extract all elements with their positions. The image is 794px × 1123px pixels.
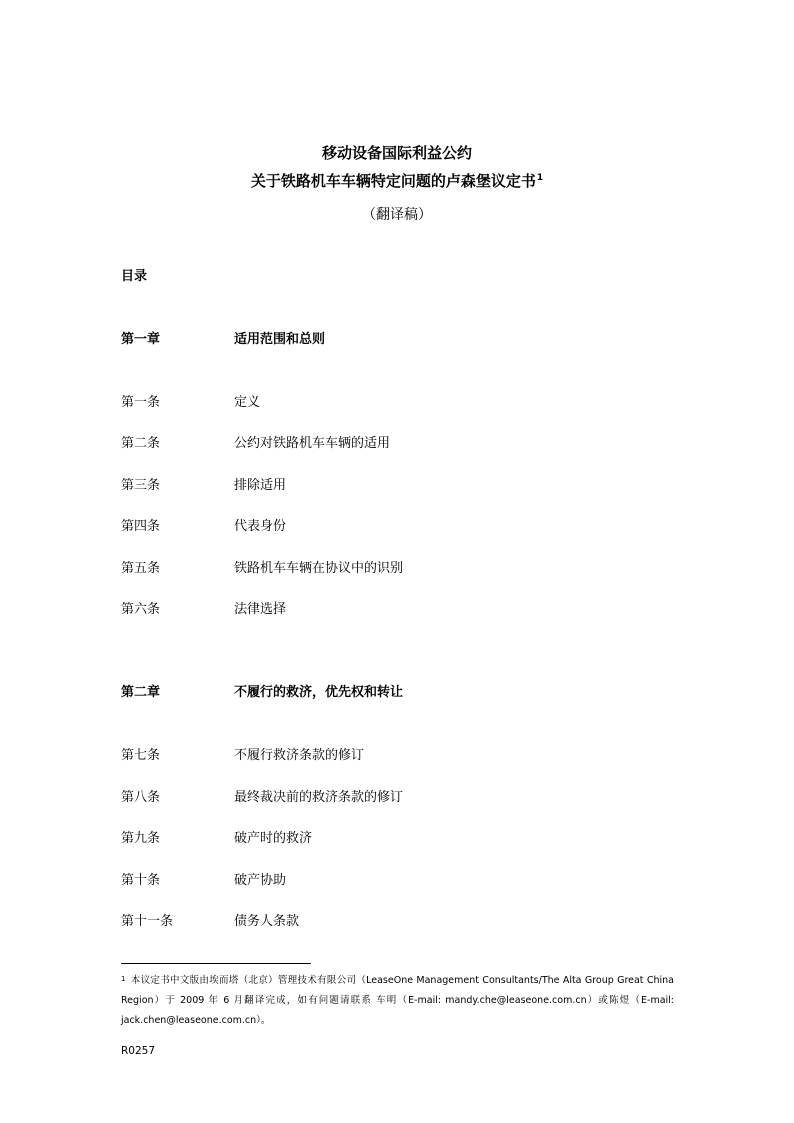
article-number: 第十条	[121, 873, 161, 888]
article-title: 排除适用	[234, 478, 287, 493]
article-title: 不履行救济条款的修订	[234, 748, 365, 763]
footnote	[121, 971, 674, 1031]
chapter-title: 适用范围和总则	[234, 332, 326, 347]
footnote-marker: 1	[121, 975, 126, 983]
chapter-number: 第一章	[121, 332, 161, 347]
footnote-text: 本议定书中文版由埃而塔（北京）管理技术有限公司（LeaseOne Management Consultants/The Alta Group Great China Region）于 2009 年 6 月翻译完成，如有问题请联系 车明（E-mail: mandy.che@leaseone.com.cn）或陈煜（E-mail: jack.chen@leaseone.com.cn）。	[121, 975, 674, 1026]
article-number: 第六条	[121, 602, 161, 617]
article-number: 第五条	[121, 561, 161, 576]
chapter-title: 不履行的救济，优先权和转让	[234, 685, 404, 700]
toc-heading: 目录	[121, 269, 148, 284]
article-title: 定义	[234, 395, 261, 410]
article-title: 公约对铁路机车车辆的适用	[234, 436, 391, 451]
document-reference-code: R0257	[121, 1045, 156, 1057]
article-title: 最终裁决前的救济条款的修订	[234, 790, 404, 805]
title-footnote-marker[interactable]: 1	[536, 173, 544, 183]
article-title: 代表身份	[234, 519, 287, 534]
article-title: 破产时的救济	[234, 831, 313, 846]
article-number: 第三条	[121, 478, 161, 493]
article-title: 法律选择	[234, 602, 287, 617]
document-title-line2	[0, 171, 794, 191]
article-number: 第二条	[121, 436, 161, 451]
chapter-number: 第二章	[121, 685, 161, 700]
article-number: 第一条	[121, 395, 161, 410]
article-number: 第七条	[121, 748, 161, 763]
document-subtitle: （翻译稿）	[362, 207, 432, 223]
document-title-line1: 移动设备国际利益公约	[321, 144, 472, 162]
article-number: 第九条	[121, 831, 161, 846]
article-number: 第四条	[121, 519, 161, 534]
article-number: 第十一条	[121, 914, 174, 929]
title-line2-text: 关于铁路机车车辆特定问题的卢森堡议定书	[250, 172, 536, 190]
article-title: 债务人条款	[234, 914, 300, 929]
article-title: 铁路机车车辆在协议中的识别	[234, 561, 404, 576]
footnote-separator	[121, 963, 311, 964]
article-number: 第八条	[121, 790, 161, 805]
article-title: 破产协助	[234, 873, 287, 888]
